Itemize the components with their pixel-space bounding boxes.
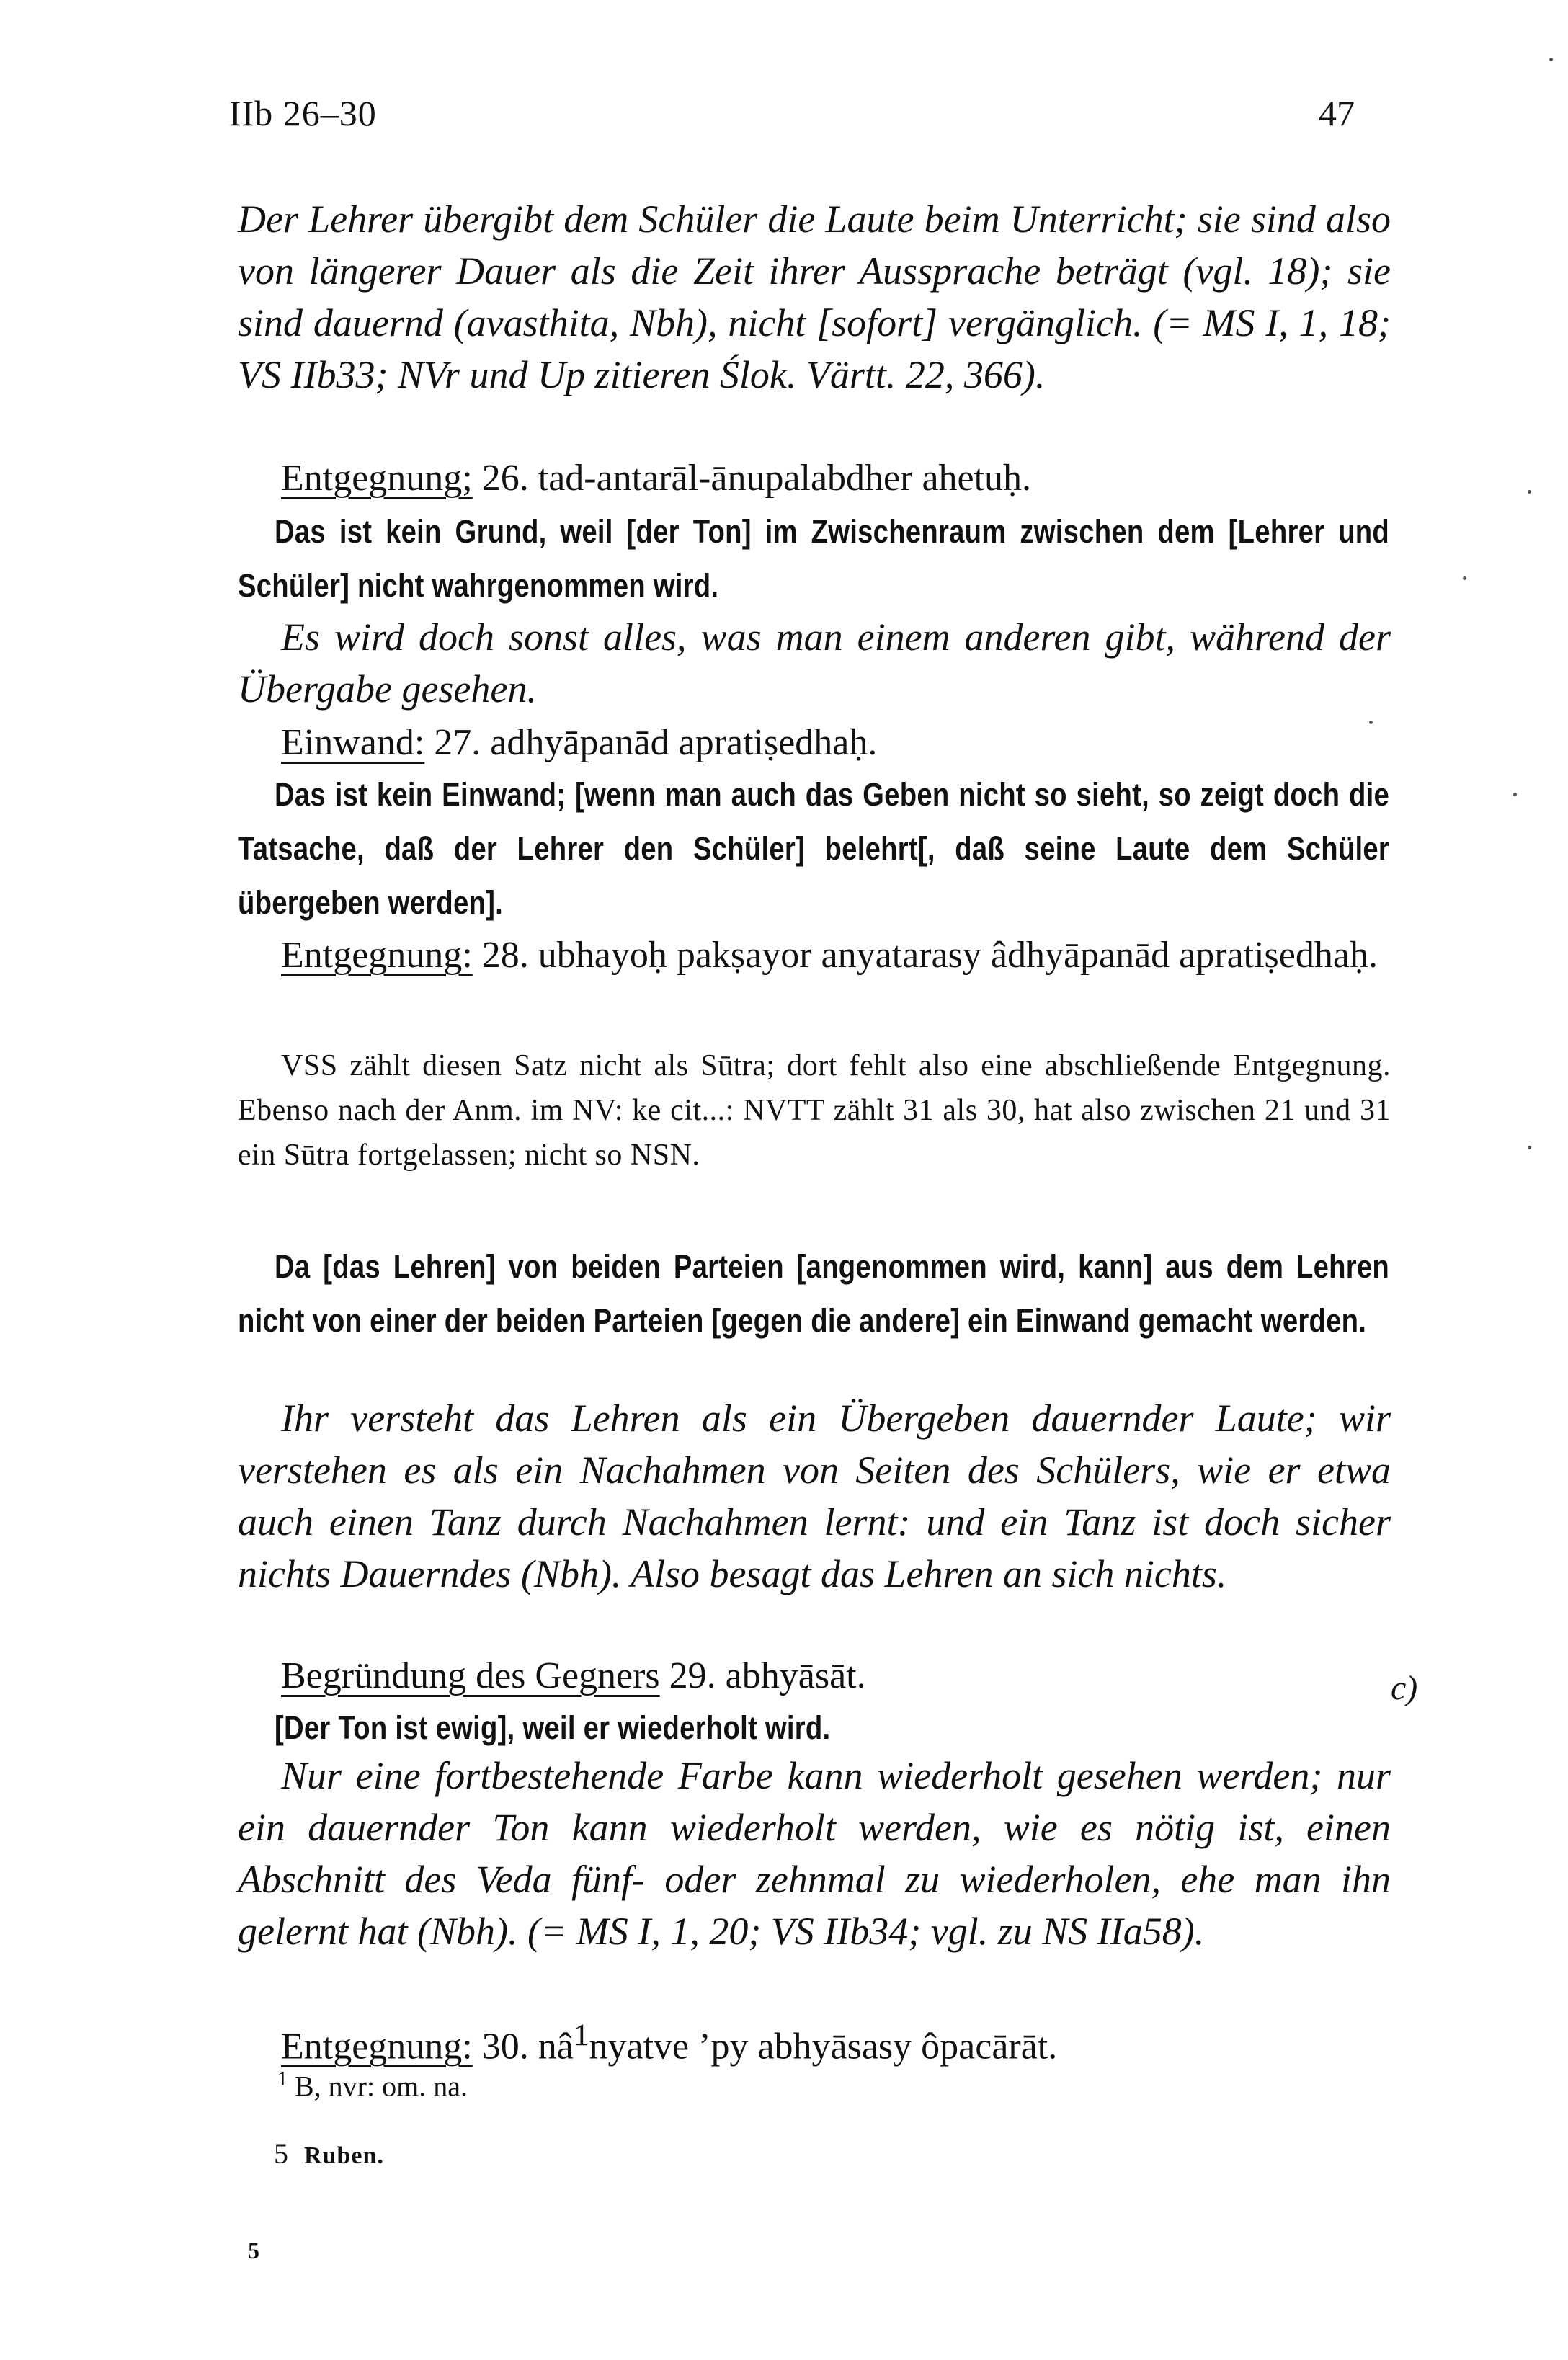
sutra-29 [238, 1650, 1391, 1702]
sutra-30-footnote-ref: 1 [573, 2018, 589, 2052]
translation-28: Da [das Lehren] von beiden Parteien [angenommen wird, kann] aus dem Lehren nicht von einer der beiden Parteien [gegen die andere] ein Einwand gemacht werden. [238, 1248, 1389, 1339]
signature-number: 5 [274, 2137, 288, 2170]
translation-26: Das ist kein Grund, weil [der Ton] im Zwischenraum zwischen dem [Lehrer und Schüler] nicht wahrgenommen wird. [238, 513, 1389, 604]
sutra-26 [238, 453, 1391, 504]
commentary-paragraph-2: Es wird doch sonst alles, was man einem anderen gibt, während der Übergabe gesehen. [238, 615, 1391, 711]
sutra-27-label: Einwand: [281, 722, 425, 763]
sutra-30-text-a: 30. nâ [472, 2026, 574, 2067]
running-header-section: IIb 26–30 [229, 93, 377, 133]
sutra-29-text: 29. abhyāsāt. [659, 1655, 866, 1696]
sutra-27-text: 27. adhyāpanād apratiṣedhaḥ. [424, 722, 878, 763]
scan-speck [1549, 58, 1553, 61]
note-28: VSS zählt diesen Satz nicht als Sūtra; dort fehlt also eine abschließende Entgegnung. Ebenso nach der Anm. im NV: ke cit...: NVTT zählt 31 als 30, hat also zwischen 21 und 31 ein Sūtra fortgelassen; nicht so NSN. [238, 1049, 1391, 1172]
margin-marker: c) [1391, 1669, 1418, 1707]
sutra-27 [238, 717, 1391, 769]
sutra-30-label: Entgegnung: [281, 2026, 473, 2067]
scan-speck [1463, 576, 1466, 580]
scan-speck [1369, 721, 1373, 724]
sutra-29-label: Begründung des Gegners [281, 1655, 660, 1696]
sutra-30-text-b: nyatve ’py abhyāsasy ôpacārāt. [589, 2026, 1058, 2067]
commentary-paragraph-3: Ihr versteht das Lehren als ein Übergeben dauernder Laute; wir verstehen es als ein Nachahmen von Seiten des Schülers, wie er etwa auch einen Tanz durch Nachahmen lernt: und ein Tanz ist doch sicher nichts Dauerndes (Nbh). Also besagt das Lehren an sich nichts. [238, 1397, 1391, 1595]
scan-speck [1528, 490, 1531, 494]
bottom-mark: 5 [248, 2237, 259, 2263]
page-number: 47 [1319, 93, 1355, 133]
commentary-paragraph-4: Nur eine fortbestehende Farbe kann wiederholt gesehen werden; nur ein dauernder Ton kann wiederholt werden, wie es nötig ist, einen Abschnitt des Veda fünf- oder zehnmal zu wiederholen, ehe man ihn gelernt hat (Nbh). (= MS I, 1, 20; VS IIb34; vgl. zu NS IIa58). [238, 1754, 1391, 1953]
sutra-30 [238, 2009, 1391, 2072]
sutra-26-label: Entgegnung; [281, 458, 473, 499]
scan-speck [1513, 793, 1517, 796]
translation-27: Das ist kein Einwand; [wenn man auch das Geben nicht so sieht, so zeigt doch die Tatsache, daß der Lehrer den Schüler] belehrt[, daß seine Laute dem Schüler übergeben werden]. [238, 776, 1389, 921]
sutra-28-text: 28. ubhayoḥ pakṣayor anyatarasy âdhyāpanād apratiṣedhaḥ. [472, 935, 1378, 976]
sutra-26-text: 26. tad-antarāl-ānupalabdher ahetuḥ. [472, 458, 1032, 499]
footnote-text: B, nvr: om. na. [288, 2070, 468, 2103]
footnote [277, 2068, 468, 2103]
scan-speck [1528, 1146, 1531, 1149]
sutra-28 [238, 930, 1391, 981]
footnote-mark: 1 [277, 2068, 288, 2090]
translation-29: [Der Ton ist ewig], weil er wiederholt wird. [275, 1709, 831, 1746]
signature-name: Ruben. [304, 2142, 384, 2169]
printer-signature [274, 2137, 384, 2170]
sutra-28-label: Entgegnung: [281, 935, 473, 976]
commentary-paragraph-1: Der Lehrer übergibt dem Schüler die Laute beim Unterricht; sie sind also von längerer Dauer als die Zeit ihrer Aussprache beträgt (vgl. 18); sie sind dauernd (avasthita, Nbh), nicht [sofort] vergänglich. (= MS I, 1, 18; VS IIb33; NVr und Up zitieren Ślok. Värtt. 22, 366). [238, 197, 1391, 396]
